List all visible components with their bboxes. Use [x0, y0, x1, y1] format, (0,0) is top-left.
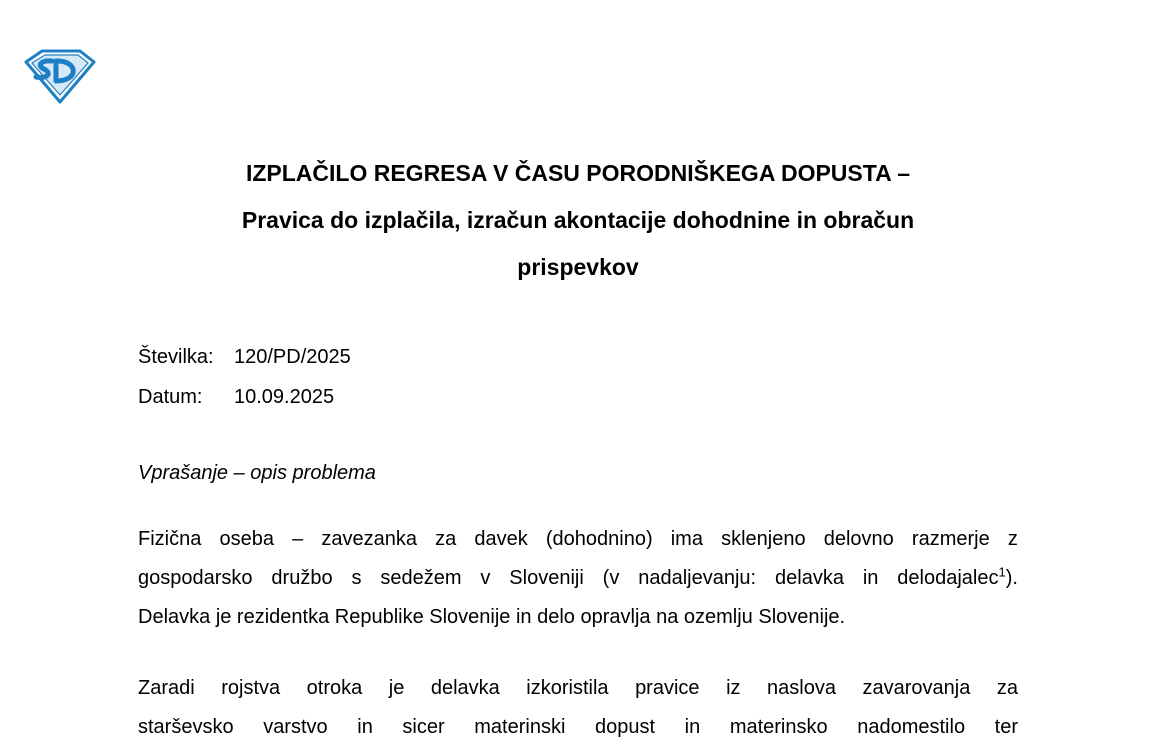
word: sicer	[402, 716, 445, 738]
word: naslova	[767, 677, 836, 699]
word: gospodarsko	[138, 567, 253, 589]
word: sklenjeno	[721, 528, 806, 550]
word: ter	[994, 716, 1018, 738]
word: materinsko	[729, 716, 828, 738]
paragraph-1-line-3: Delavka je rezidentka Republike Slovenije in delo opravlja na ozemlju Slovenije.	[138, 606, 846, 628]
word: iz	[726, 677, 741, 699]
word: (dohodnino)	[545, 528, 653, 550]
document-title	[138, 150, 1018, 291]
word: otroka	[306, 677, 363, 699]
paragraph-2	[138, 669, 1018, 747]
word-end: ).	[1005, 567, 1018, 589]
document-meta	[138, 337, 351, 417]
word: zavezanka	[321, 528, 417, 550]
paragraph-2-line-2	[138, 708, 1018, 747]
word: rojstva	[221, 677, 281, 699]
word: delovno	[823, 528, 894, 550]
word: dopust	[594, 716, 656, 738]
word: in	[684, 716, 701, 738]
word: delodajalec$^1$).	[897, 564, 1018, 589]
sd-shield-logo-icon	[22, 48, 96, 104]
word: za	[435, 528, 457, 550]
word: materinski	[474, 716, 566, 738]
word: nadomestilo	[857, 716, 966, 738]
word: Fizična	[138, 528, 202, 550]
footnote-marker[interactable]: 1	[998, 564, 1006, 580]
word: delavka	[775, 567, 844, 589]
date-label: Datum:	[138, 386, 203, 408]
word: –	[292, 528, 304, 550]
paragraph-1-line-1	[138, 520, 1018, 559]
date-value: 10.09.2025	[234, 386, 335, 408]
word: v	[480, 567, 491, 589]
date-row	[138, 377, 351, 417]
number-label: Številka:	[138, 346, 214, 368]
word: sedežem	[380, 567, 462, 589]
word: Sloveniji	[509, 567, 584, 589]
word: družbo	[271, 567, 333, 589]
title-line-3: prispevkov	[517, 254, 639, 280]
number-row	[138, 337, 351, 377]
word: starševsko	[138, 716, 234, 738]
word: Zaradi	[138, 677, 195, 699]
paragraph-1-line-2	[138, 559, 1018, 598]
title-line-1: IZPLAČILO REGRESA V ČASU PORODNIŠKEGA DOPUSTA –	[245, 160, 911, 186]
paragraph-1	[138, 520, 1018, 637]
word: zavarovanja	[862, 677, 971, 699]
word: z	[1007, 528, 1018, 550]
word: razmerje	[911, 528, 990, 550]
section-heading: Vprašanje – opis problema	[138, 462, 376, 484]
title-line-2: Pravica do izplačila, izračun akontacije dohodnine in obračun	[241, 207, 915, 233]
word: davek	[474, 528, 528, 550]
number-value: 120/PD/2025	[234, 346, 351, 368]
word: nadaljevanju:	[638, 567, 757, 589]
word: in	[357, 716, 373, 738]
word: delavka	[430, 677, 500, 699]
word: (v	[602, 567, 620, 589]
word: varstvo	[263, 716, 328, 738]
word: in	[862, 567, 879, 589]
word: pravice	[635, 677, 700, 699]
paragraph-2-line-1	[138, 669, 1018, 708]
word: ima	[670, 528, 703, 550]
word: izkoristila	[526, 677, 609, 699]
word: je	[388, 677, 405, 699]
word: oseba	[219, 528, 274, 550]
word: s	[351, 567, 362, 589]
word: za	[996, 677, 1018, 699]
